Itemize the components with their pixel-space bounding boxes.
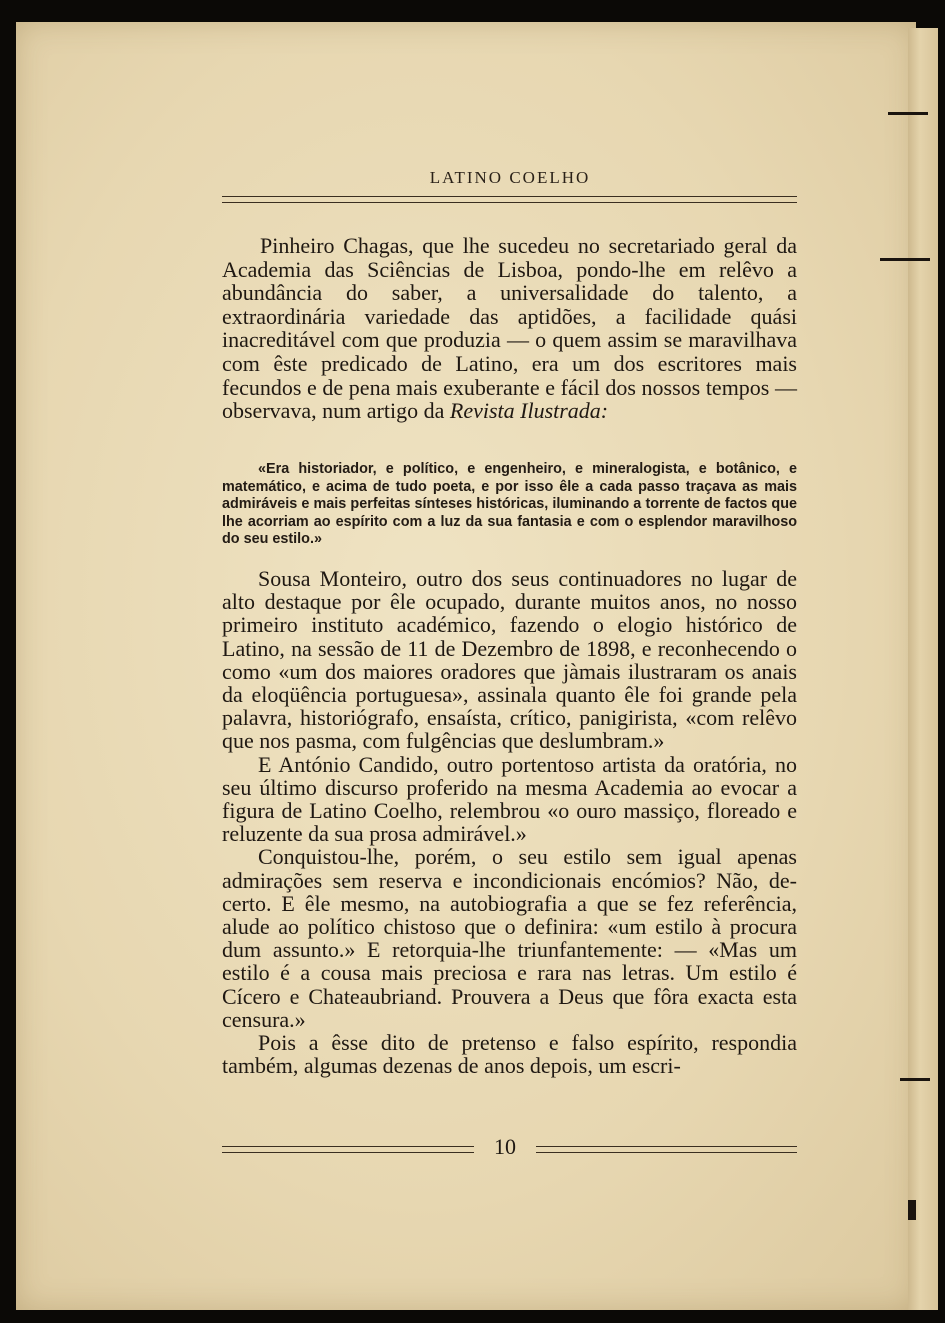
- body-text: [222, 567, 797, 1077]
- footer-rule-right: [536, 1146, 797, 1153]
- paragraph-2: Sousa Monteiro, outro dos seus continuadores no lugar de alto destaque por êle ocupado, durante muitos anos, no nosso primeiro instituto académico, fazendo o elogio histórico de Latino, na sessão de 11 de Dezembro de 1898, e reconhecendo o como «um dos maiores oradores que jàmais ilustraram os anais da eloqüência portuguesa», assinala quanto êle foi grande pela palavra, historiógrafo, ensaísta, crítico, panigirista, «com relêvo que nos pasma, com fulgências que deslumbram.»: [222, 566, 797, 754]
- running-head: LATINO COELHO: [429, 168, 591, 187]
- binding-thread-mark: [908, 1200, 916, 1220]
- facing-page-edge: [908, 28, 938, 1310]
- binding-thread-mark: [900, 1078, 930, 1081]
- page-number: 10: [494, 1134, 516, 1159]
- periodical-title: Revista Ilustrada:: [449, 398, 609, 424]
- paragraph-4: Conquistou-lhe, porém, o seu estilo sem igual apenas admirações sem reserva e incondicionais encómios? Não, de-certo. E êle mesmo, na autobiografia a que se fez referência, alude ao político chistoso que o definira: «um estilo à procura dum assunto.» E retorquia-lhe triunfantemente: — «Mas um estilo é a cousa mais preciosa e rara nas letras. Um estilo é Cícero e Chateaubriand. Prouvera a Deus que fôra exacta esta censura.»: [222, 844, 797, 1032]
- block-quote: «Era historiador, e político, e engenheiro, e mineralogista, e botânico, e matemático, e acima de tudo poeta, e por isso êle a cada passo traçava as mais admiráveis e mais perfeitas sínteses históricas, iluminando a torrente de factos que lhe acorriam ao espírito com a luz da sua fantasia e com o esplendor maravilhoso do seu estilo.»: [222, 461, 797, 548]
- paragraph-3: E António Candido, outro portentoso artista da oratória, no seu último discurso proferido na mesma Academia ao evocar a figura de Latino Coelho, relembrou «o ouro massiço, floreado e reluzente da sua prosa admirável.»: [222, 751, 797, 847]
- binding-thread-mark: [888, 112, 928, 115]
- footer-rule-left: [222, 1146, 474, 1153]
- paragraph-1-text: Pinheiro Chagas, que lhe sucedeu no secretariado geral da Academia das Sciências de Lisboa, pondo-lhe em relêvo a abundância do saber, a universalidade do talento, a extraordinária variedade das aptidões, a facilidade quási inacreditável com que produzia — o quem assim se maravilhava com êste predicado de Latino, era um dos escritores mais fecundos e de pena mais exuberante e fácil dos nossos tempos — observava, num artigo da: [222, 233, 797, 424]
- header-rule: [222, 196, 797, 203]
- paragraph-1: [222, 234, 797, 423]
- binding-thread-mark: [880, 258, 930, 261]
- paragraph-5: Pois a êsse dito de pretenso e falso espírito, respondia também, algumas dezenas de anos depois, um escri-: [222, 1030, 797, 1079]
